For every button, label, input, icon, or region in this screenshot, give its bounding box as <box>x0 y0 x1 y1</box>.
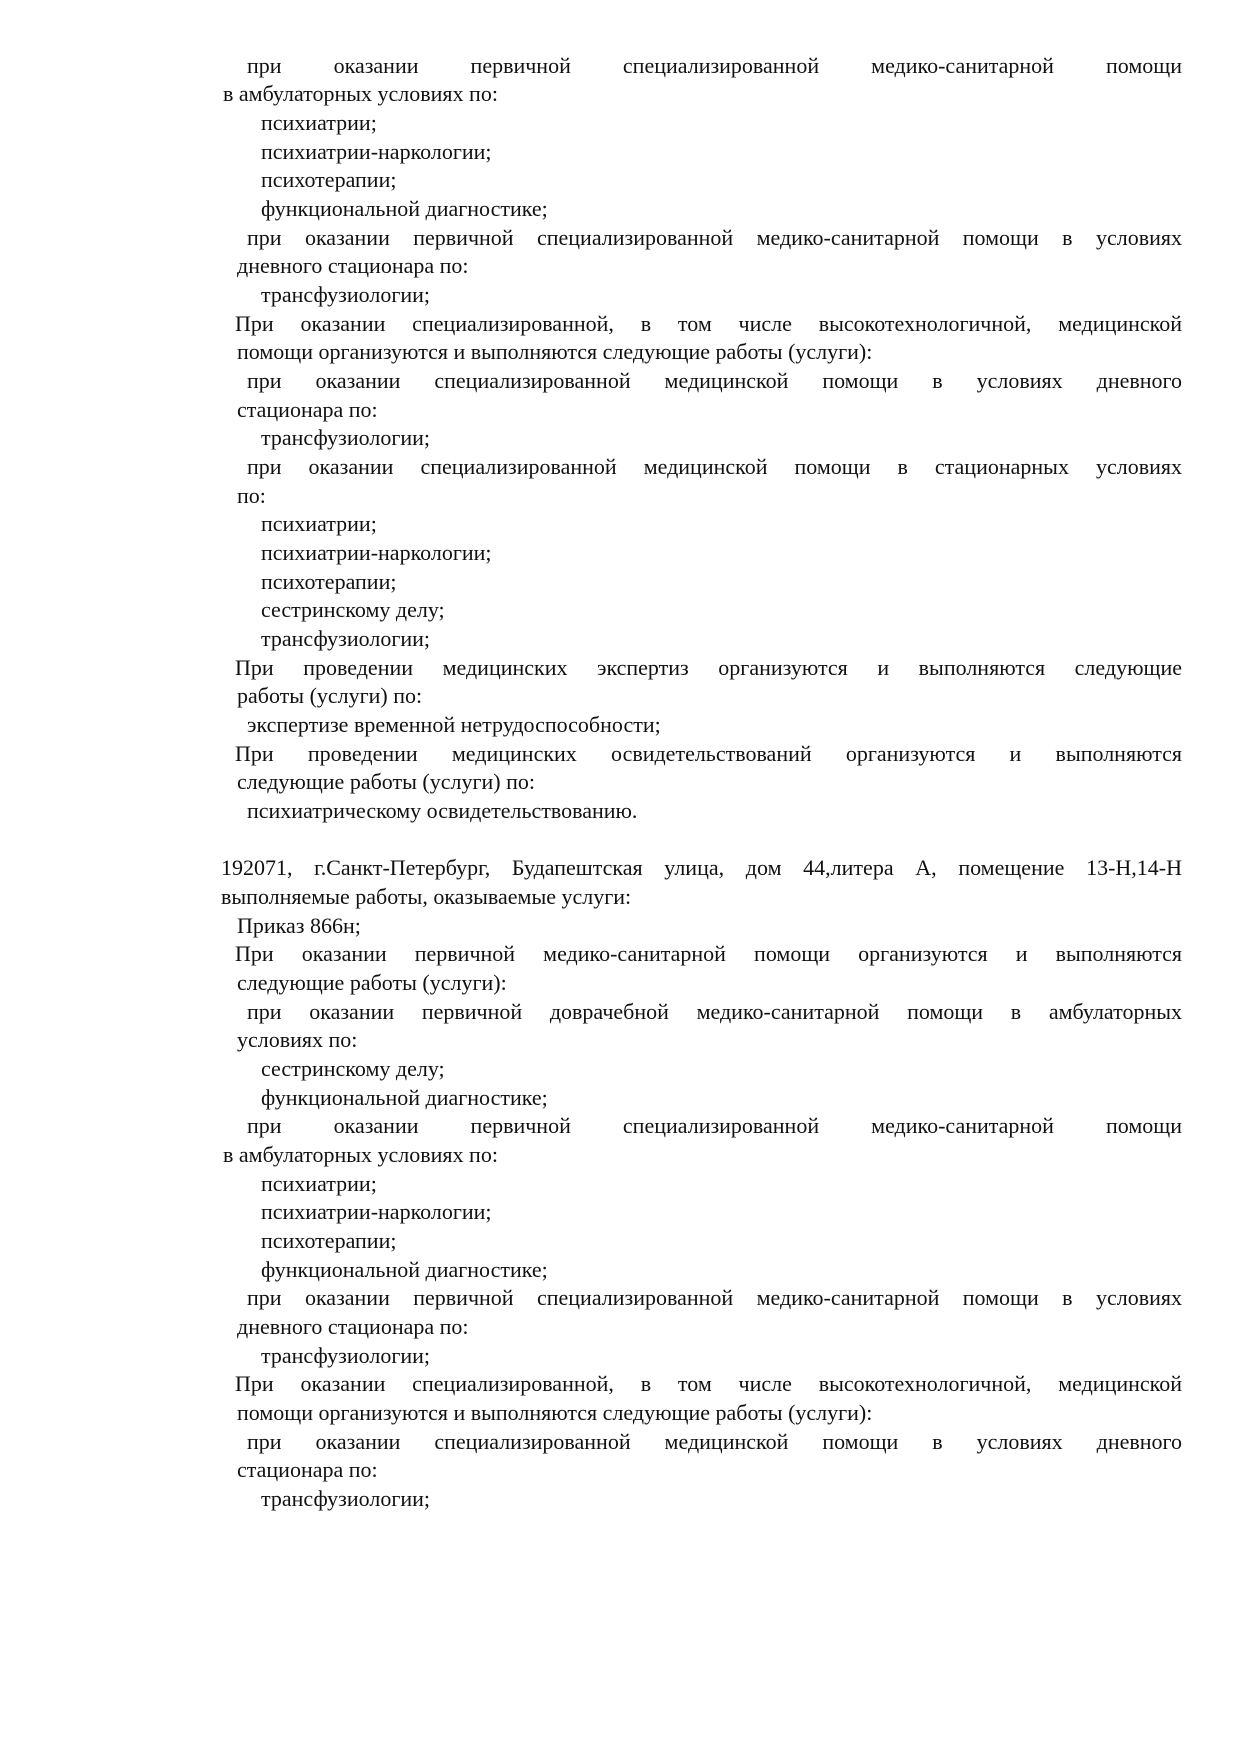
text-line: функциональной диагностике; <box>261 1257 548 1282</box>
text-line: по: <box>237 483 266 508</box>
text-line: При проведении медицинских экспертиз организуются и выполняются следующие <box>235 655 1182 680</box>
text-line: психиатрии; <box>261 1171 377 1196</box>
text-line: психиатрии; <box>261 110 377 135</box>
address-line: 192071, г.Санкт-Петербург, Будапештская улица, дом 44,литера А, помещение 13-Н,14-Н <box>221 855 1182 880</box>
text-line: при оказании первичной доврачебной медико-санитарной помощи в амбулаторных <box>247 999 1182 1024</box>
text-line: дневного стационара по: <box>237 1314 469 1339</box>
text-line: работы (услуги) по: <box>237 683 423 708</box>
text-line: при оказании специализированной медицинской помощи в стационарных условиях <box>247 454 1182 479</box>
text-line: трансфузиологии; <box>261 626 430 651</box>
text-line: следующие работы (услуги) по: <box>237 769 535 794</box>
text-line: в амбулаторных условиях по: <box>223 81 498 106</box>
text-line: психиатрии-наркологии; <box>261 139 492 164</box>
text-line: психотерапии; <box>261 167 397 192</box>
text-line: При оказании специализированной, в том числе высокотехнологичной, медицинской <box>235 311 1182 336</box>
text-line: при оказании первичной специализированной медико-санитарной помощи <box>247 1113 1182 1138</box>
text-line: психиатрическому освидетельствованию. <box>247 798 638 823</box>
text-line: помощи организуются и выполняются следующие работы (услуги): <box>237 1400 873 1425</box>
text-line: психиатрии-наркологии; <box>261 540 492 565</box>
text-line: при оказании первичной специализированной медико-санитарной помощи в условиях <box>247 1285 1182 1310</box>
text-line: сестринскому делу; <box>261 597 445 622</box>
text-line: в амбулаторных условиях по: <box>223 1142 498 1167</box>
text-line: психотерапии; <box>261 569 397 594</box>
text-line: При оказании специализированной, в том числе высокотехнологичной, медицинской <box>235 1371 1182 1396</box>
text-line: стационара по: <box>237 397 378 422</box>
text-line: При оказании первичной медико-санитарной помощи организуются и выполняются <box>235 941 1182 966</box>
text-line: Приказ 866н; <box>237 913 361 938</box>
text-line: трансфузиологии; <box>261 425 430 450</box>
text-line: дневного стационара по: <box>237 253 469 278</box>
text-line: функциональной диагностике; <box>261 1085 548 1110</box>
text-line: функциональной диагностике; <box>261 196 548 221</box>
text-line: психиатрии-наркологии; <box>261 1199 492 1224</box>
text-line: сестринскому делу; <box>261 1056 445 1081</box>
text-line: трансфузиологии; <box>261 1343 430 1368</box>
text-line: следующие работы (услуги): <box>237 970 507 995</box>
text-line: При проведении медицинских освидетельствований организуются и выполняются <box>235 741 1182 766</box>
text-line: психотерапии; <box>261 1228 397 1253</box>
text-line: при оказании первичной специализированной медико-санитарной помощи <box>247 53 1182 78</box>
text-line: при оказании специализированной медицинской помощи в условиях дневного <box>247 1429 1182 1454</box>
text-line: психиатрии; <box>261 511 377 536</box>
text-line: при оказании первичной специализированной медико-санитарной помощи в условиях <box>247 225 1182 250</box>
text-line: при оказании специализированной медицинской помощи в условиях дневного <box>247 368 1182 393</box>
text-line: стационара по: <box>237 1457 378 1482</box>
text-line: экспертизе временной нетрудоспособности; <box>247 712 661 737</box>
text-line: помощи организуются и выполняются следующие работы (услуги): <box>237 339 873 364</box>
text-line: выполняемые работы, оказываемые услуги: <box>221 884 632 909</box>
text-line: условиях по: <box>237 1027 358 1052</box>
text-line: трансфузиологии; <box>261 282 430 307</box>
text-line: трансфузиологии; <box>261 1486 430 1511</box>
